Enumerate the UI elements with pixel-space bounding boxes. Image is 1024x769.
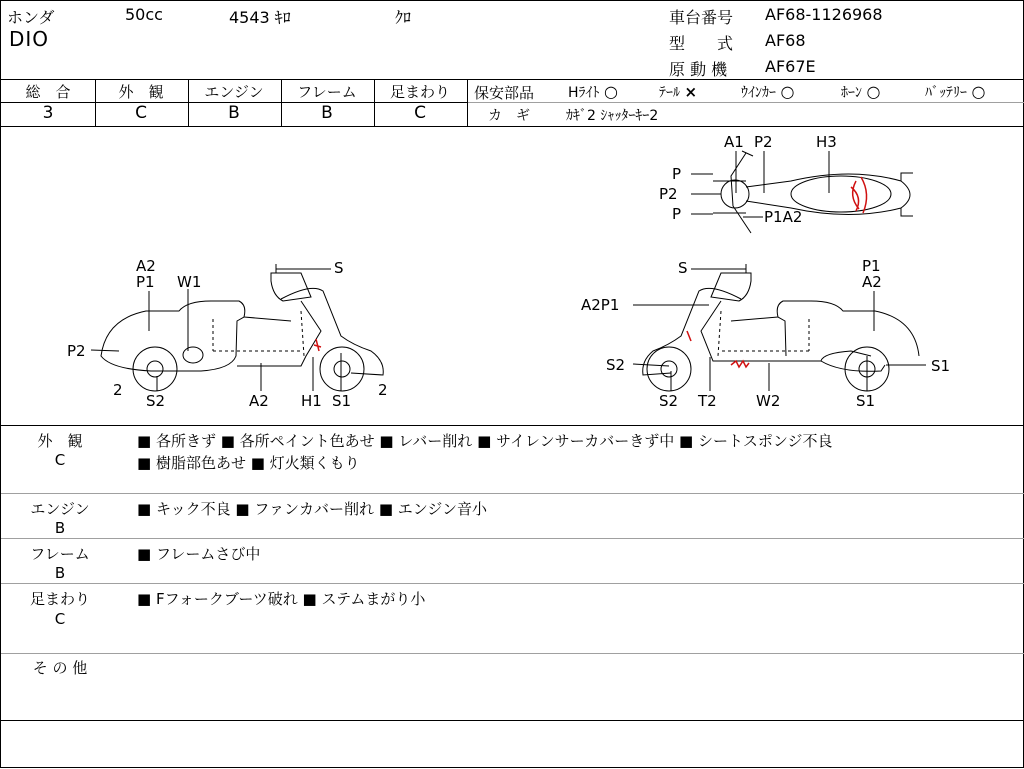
remark-grade: C [54,610,66,628]
safety-item-name: ﾃｰﾙ [659,85,680,101]
safety-item-winker [741,82,794,102]
grade-frame-value: B [321,103,333,123]
scooter-side-left [101,264,383,391]
safety-item-mark: ○ [780,82,795,101]
diagram-label: H1 [301,392,322,410]
remark-line: ■ キック不良 ■ ファンカバー削れ ■ エンジン音小 [137,500,488,518]
scooter-top-view [713,151,913,233]
safety-item-mark: × [684,83,698,101]
diagram-label: S2 [606,356,626,374]
remark-category: エンジン [30,500,90,518]
diagram-label: S1 [931,357,951,375]
diagram-label: A2 [862,273,882,291]
engine-value: AF67E [765,57,816,76]
diagram-label: S1 [332,392,352,410]
diagram-label: 2 [378,381,388,399]
grade-engine-value: B [228,103,240,123]
remark-grade: B [54,564,66,582]
safety-item-name: ｳｲﾝｶｰ [741,85,776,101]
diagram-label: P1A2 [764,208,803,226]
safety-item-mark: ○ [866,82,881,101]
diagram-label: 2 [113,381,123,399]
grade-suspension-value: C [414,103,426,123]
diagram-label: S1 [856,392,876,410]
divider [1,653,1024,654]
mileage: 4543 ｷﾛ [229,8,291,27]
diagram-label: S2 [659,392,679,410]
diagram-label: A2 [249,392,269,410]
diagram-label: P1 [862,257,881,275]
color: ｸﾛ [395,8,412,27]
safety-item-headlight [568,82,618,102]
safety-item-battery [925,82,985,102]
diagram-label: A2 [136,257,156,275]
leader-lines [91,151,926,391]
remark-category: 足まわり [29,590,90,608]
grade-overall-value: 3 [42,103,54,123]
diagram-label: A1 [724,133,744,151]
maker-name: ホンダ [7,8,55,27]
diagram-label: P2 [754,133,773,151]
diagram-labels [67,133,950,410]
keys-value: ｶｷﾞ2 ｼｬｯﾀｰｷｰ2 [566,108,659,124]
diagram-label: W2 [756,392,781,410]
divider [467,102,1024,103]
diagram-label: P [672,165,682,183]
diagram-label: W1 [177,273,202,291]
diagram-label: A2P1 [581,296,620,314]
type-value: AF68 [765,31,806,50]
remark-line: ■ 各所きず ■ 各所ペイント色あせ ■ レバー削れ ■ サイレンサーカバーきず中 ■ シートスポンジ不良 [137,432,833,450]
remark-grade: C [54,451,66,469]
diagram-label: P1 [136,273,155,291]
type-label: 型 式 [669,34,734,53]
remark-line: ■ 樹脂部色あせ ■ 灯火類くもり [137,454,360,472]
divider [1,538,1024,539]
divider [1,583,1024,584]
safety-item-horn [841,82,880,102]
grade-frame-label: フレーム [297,83,357,101]
engine-label: 原 動 機 [669,60,728,79]
scooter-side-right [643,264,919,391]
diagram-label: P [672,205,682,223]
remark-line: ■ フレームさび中 [137,545,261,563]
divider [1,720,1024,721]
grade-suspension-label: 足まわり [389,83,450,101]
divider [1,79,1024,80]
safety-item-name: Hﾗｲﾄ [568,85,600,101]
safety-label: 保安部品 [474,84,535,102]
divider [467,79,468,126]
grade-overall-label: 総 合 [25,83,71,101]
model-name: DIO [9,27,50,51]
keys-label: カ ギ [488,108,530,124]
safety-item-mark: ○ [971,82,986,101]
grade-engine-label: エンジン [204,83,264,101]
grade-exterior-label: 外 観 [118,83,164,101]
remark-category: 外 観 [37,432,83,450]
displacement: 50cc [125,5,163,24]
divider [1,425,1024,426]
safety-item-name: ﾊﾞｯﾃﾘｰ [925,85,967,101]
safety-item-taillight [659,82,697,102]
diagram-label: P2 [659,185,678,203]
diagram-label: H3 [816,133,837,151]
diagram-label: S [334,259,344,277]
divider [1,493,1024,494]
frame-no-value: AF68-1126968 [765,5,883,24]
frame-no-label: 車台番号 [669,8,734,27]
divider [1,126,1024,127]
diagram-label: S2 [146,392,166,410]
diagram-label: S [678,259,688,277]
remark-grade: B [54,519,66,537]
grade-exterior-value: C [135,103,147,123]
diagram-label: T2 [698,392,717,410]
safety-item-name: ﾎｰﾝ [841,85,862,101]
diagram-label: P2 [67,342,86,360]
damage-marks [314,177,867,367]
remark-line: ■ Fフォークブーツ破れ ■ ステムまがり小 [137,590,426,608]
remark-category: そ の 他 [32,659,88,677]
remark-category: フレーム [30,545,90,563]
safety-item-mark: ○ [603,82,618,101]
